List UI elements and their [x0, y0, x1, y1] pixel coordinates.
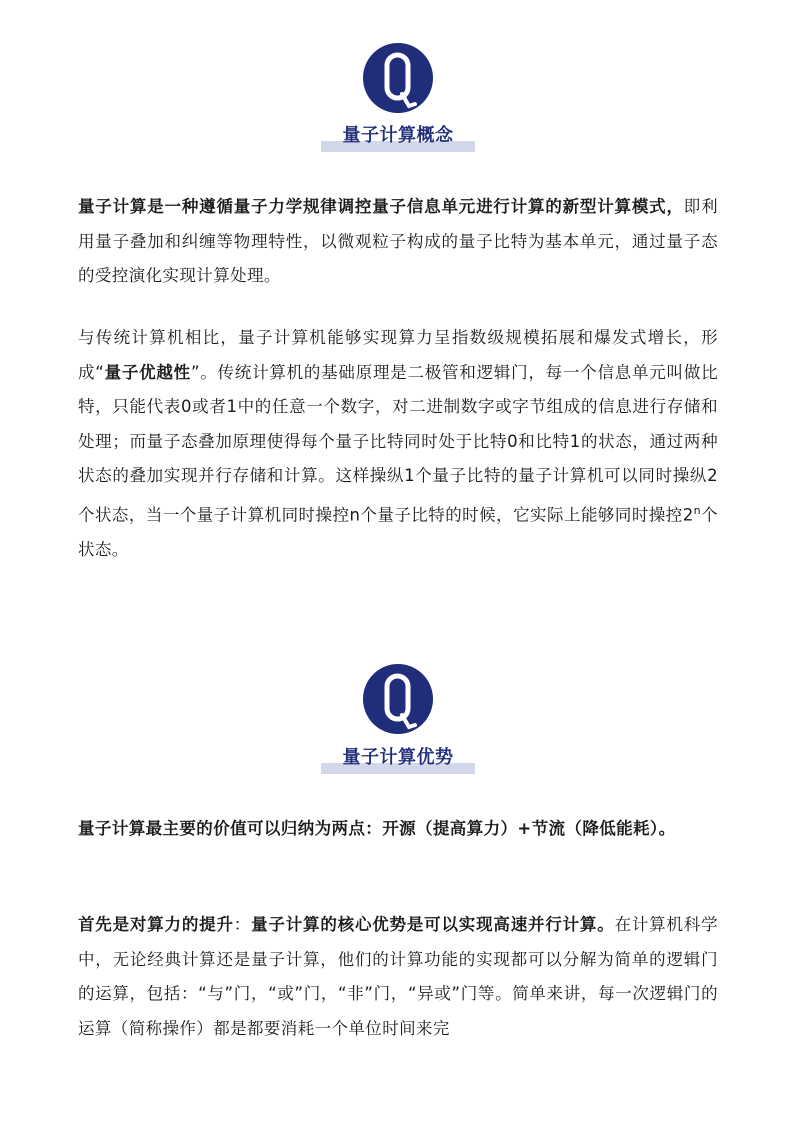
section-title-block: [321, 746, 475, 774]
comparison-text-3: 个状态。: [78, 505, 718, 559]
quantum-supremacy-bold: 量子优越性: [104, 362, 191, 382]
parallel-core-bold: 量子计算的核心优势是可以实现高速并行计算。: [251, 915, 615, 934]
exponent-n: n: [693, 503, 702, 517]
logic-gate-text: 在计算机科学中，无论经典计算还是量子计算，他们的计算功能的实现都可以分解为简单的逻辑门的运算，包括：“与”门，“或”门，“非”门，“异或”门等。简单来讲，每一次逻辑门的运算（简称操作）都是都要消耗一个单位时间来完: [78, 915, 719, 1038]
advantage-paragraph-1: [78, 812, 718, 847]
colon-text: ：: [233, 915, 252, 934]
compute-boost-bold: 首先是对算力的提升: [78, 915, 234, 934]
concept-paragraph-2: [78, 321, 718, 567]
concept-definition-bold: 量子计算是一种遵循量子力学规律调控量子信息单元进行计算的新型计算模式，: [78, 197, 684, 216]
concept-paragraph-1: [78, 190, 718, 294]
concept-definition-text: 即利用量子叠加和纠缠等物理特性，以微观粒子构成的量子比特为基本单元，通过量子态的受控演化实现计算处理。: [78, 197, 718, 285]
section-title-block: [321, 124, 475, 152]
section-title: 量子计算概念: [342, 125, 454, 146]
advantage-summary-bold: 量子计算最主要的价值可以归纳为两点：开源（提高算力）+节流（降低能耗）。: [78, 819, 676, 838]
brand-logo-icon: [362, 663, 434, 735]
advantage-paragraph-2: [78, 908, 718, 1046]
comparison-text-2: ”。传统计算机的基础原理是二极管和逻辑门，每一个信息单元叫做比特，只能代表0或者1中的任意一个数字，对二进制数字或字节组成的信息进行存储和处理；而量子态叠加原理使得每个量子比特同时处于比特0和比特1的状态，通过两种状态的叠加实现并行存储和计算。这样操纵1个量子比特的量子计算机可以同时操纵2个状态，当一个量子计算机同时操控n个量子比特的时候，它实际上能够同时操控2: [78, 362, 718, 524]
brand-logo-icon: [362, 42, 434, 114]
comparison-text-1: 与传统计算机相比，量子计算机能够实现算力呈指数级规模拓展和爆发式增长，形成“: [78, 328, 718, 382]
section-title: 量子计算优势: [342, 747, 454, 768]
